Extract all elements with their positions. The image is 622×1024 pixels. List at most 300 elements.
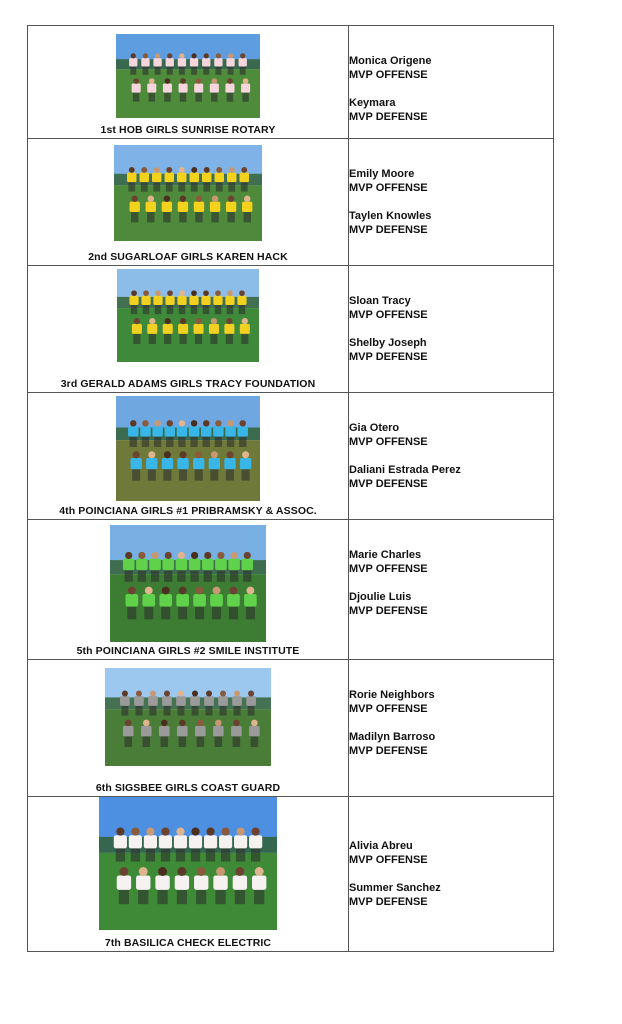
- player-head: [165, 78, 171, 84]
- player-shirt: [209, 324, 219, 334]
- player-head: [196, 587, 204, 595]
- offense-mvp-name: Monica Origene: [349, 55, 432, 67]
- offense-mvp-name: Marie Charles: [349, 549, 422, 561]
- player-head: [248, 690, 254, 696]
- player-shirt: [176, 594, 189, 607]
- defense-mvp-name: Daliani Estrada Perez: [349, 464, 461, 476]
- tree-line: [116, 59, 260, 69]
- team-cell: [28, 520, 349, 660]
- player-head: [128, 587, 136, 595]
- player-head: [136, 690, 142, 696]
- player-head: [243, 78, 249, 84]
- player-shirt: [117, 875, 131, 889]
- player-shirt: [166, 58, 174, 66]
- team-cell: [28, 26, 349, 139]
- defense-mvp-name: Taylen Knowles: [349, 210, 432, 222]
- player-shirt: [194, 84, 203, 93]
- player-head: [178, 690, 184, 696]
- player-shirt: [241, 84, 250, 93]
- defense-mvp-label: MVP DEFENSE: [349, 224, 428, 236]
- player-head: [149, 318, 155, 324]
- player-shirt: [175, 875, 189, 889]
- player-head: [204, 167, 210, 173]
- player-head: [211, 451, 218, 458]
- player-shirt: [225, 296, 234, 305]
- player-head: [151, 552, 158, 559]
- player-head: [130, 420, 136, 426]
- player-head: [206, 827, 214, 835]
- player-shirt: [132, 84, 141, 93]
- photo-scene: [114, 145, 262, 241]
- player-shirt: [228, 559, 240, 571]
- player-shirt: [146, 458, 157, 469]
- team-photo: [117, 269, 259, 362]
- player-head: [176, 827, 184, 835]
- player-head: [196, 78, 202, 84]
- player-head: [228, 196, 234, 202]
- mvp-cell: [349, 139, 554, 266]
- player-shirt: [194, 875, 208, 889]
- player-head: [234, 690, 240, 696]
- player-head: [220, 690, 226, 696]
- player-shirt: [193, 594, 206, 607]
- player-shirt: [147, 324, 157, 334]
- player-shirt: [130, 202, 140, 212]
- defense-mvp-name: Summer Sanchez: [349, 882, 441, 894]
- player-shirt: [218, 696, 228, 706]
- player-shirt: [189, 835, 202, 848]
- player-head: [212, 196, 218, 202]
- player-head: [255, 867, 264, 876]
- player-head: [244, 552, 251, 559]
- player-head: [241, 167, 247, 173]
- player-shirt: [209, 458, 220, 469]
- player-head: [242, 318, 248, 324]
- player-head: [246, 587, 254, 595]
- player-head: [216, 167, 222, 173]
- player-shirt: [189, 296, 198, 305]
- table-row: [28, 26, 554, 139]
- player-head: [191, 552, 198, 559]
- player-shirt: [153, 58, 161, 66]
- player-head: [150, 690, 156, 696]
- player-shirt: [149, 559, 161, 571]
- player-shirt: [132, 324, 142, 334]
- player-head: [180, 196, 186, 202]
- team-title: 1st HOB GIRLS SUNRISE ROTARY: [100, 124, 276, 136]
- player-shirt: [224, 458, 235, 469]
- mvp-cell: [349, 26, 554, 139]
- player-head: [215, 420, 221, 426]
- offense-mvp-name: Rorie Neighbors: [349, 689, 435, 701]
- player-head: [242, 451, 249, 458]
- player-head: [180, 318, 186, 324]
- team-photo: [116, 396, 260, 501]
- player-head: [165, 318, 171, 324]
- player-shirt: [246, 696, 256, 706]
- player-shirt: [179, 84, 188, 93]
- player-head: [226, 451, 233, 458]
- player-shirt: [148, 696, 158, 706]
- tree-line: [105, 697, 271, 709]
- player-shirt: [225, 426, 235, 436]
- player-shirt: [174, 835, 187, 848]
- mvp-cell: [349, 660, 554, 797]
- player-shirt: [140, 426, 150, 436]
- player-head: [228, 53, 233, 58]
- player-head: [179, 290, 185, 296]
- player-head: [158, 867, 167, 876]
- photo-scene: [117, 269, 259, 362]
- player-shirt: [226, 58, 234, 66]
- player-shirt: [165, 296, 174, 305]
- player-head: [217, 552, 224, 559]
- player-shirt: [128, 426, 138, 436]
- player-shirt: [159, 835, 172, 848]
- player-head: [251, 720, 258, 727]
- player-shirt: [201, 426, 211, 436]
- player-shirt: [127, 173, 137, 183]
- player-shirt: [202, 173, 212, 183]
- mvp-cell: [349, 266, 554, 393]
- player-shirt: [178, 58, 186, 66]
- player-shirt: [227, 173, 237, 183]
- player-shirt: [142, 594, 155, 607]
- photo-scene: [116, 396, 260, 501]
- player-shirt: [231, 726, 242, 737]
- table-row: [28, 139, 554, 266]
- player-head: [161, 827, 169, 835]
- photo-scene: [105, 668, 271, 766]
- player-head: [215, 720, 222, 727]
- player-shirt: [177, 458, 188, 469]
- player-head: [191, 420, 197, 426]
- defense-mvp-label: MVP DEFENSE: [349, 896, 428, 908]
- defense-mvp-label: MVP DEFENSE: [349, 605, 428, 617]
- player-shirt: [141, 726, 152, 737]
- defense-mvp-name: Shelby Joseph: [349, 337, 427, 349]
- player-head: [203, 290, 209, 296]
- player-head: [244, 196, 250, 202]
- offense-mvp-name: Gia Otero: [349, 422, 400, 434]
- player-shirt: [140, 173, 150, 183]
- player-shirt: [219, 835, 232, 848]
- player-shirt: [194, 202, 204, 212]
- player-shirt: [224, 324, 234, 334]
- player-shirt: [178, 324, 188, 334]
- player-head: [227, 420, 233, 426]
- player-head: [206, 690, 212, 696]
- player-head: [139, 867, 148, 876]
- player-shirt: [234, 835, 247, 848]
- player-shirt: [176, 696, 186, 706]
- player-shirt: [213, 426, 223, 436]
- player-shirt: [123, 559, 135, 571]
- player-shirt: [202, 58, 210, 66]
- player-shirt: [162, 696, 172, 706]
- player-shirt: [178, 202, 188, 212]
- player-shirt: [193, 458, 204, 469]
- player-shirt: [177, 296, 186, 305]
- player-shirt: [210, 202, 220, 212]
- player-head: [196, 196, 202, 202]
- player-head: [138, 552, 145, 559]
- player-shirt: [232, 696, 242, 706]
- player-head: [179, 720, 186, 727]
- player-head: [195, 451, 202, 458]
- player-shirt: [177, 426, 187, 436]
- defense-mvp-name: Keymara: [349, 97, 396, 109]
- player-head: [215, 290, 221, 296]
- defense-mvp-label: MVP DEFENSE: [349, 111, 428, 123]
- offense-mvp-name: Sloan Tracy: [349, 295, 411, 307]
- player-head: [148, 451, 155, 458]
- photo-scene: [110, 525, 266, 642]
- player-head: [226, 318, 232, 324]
- player-shirt: [159, 594, 172, 607]
- player-shirt: [134, 696, 144, 706]
- player-head: [213, 587, 221, 595]
- player-head: [146, 827, 154, 835]
- player-shirt: [244, 594, 257, 607]
- player-shirt: [136, 875, 150, 889]
- standings-table: [27, 25, 554, 952]
- player-shirt: [213, 726, 224, 737]
- player-head: [178, 552, 185, 559]
- player-head: [233, 720, 240, 727]
- player-head: [227, 78, 233, 84]
- player-shirt: [141, 58, 149, 66]
- player-shirt: [162, 458, 173, 469]
- player-head: [129, 167, 135, 173]
- player-shirt: [129, 296, 138, 305]
- player-head: [143, 290, 149, 296]
- team-photo: [110, 525, 266, 642]
- team-title: 7th BASILICA CHECK ELECTRIC: [104, 937, 272, 949]
- team-photo: [114, 145, 262, 241]
- player-shirt: [152, 426, 162, 436]
- player-head: [179, 587, 187, 595]
- player-head: [131, 196, 137, 202]
- player-head: [131, 827, 139, 835]
- player-head: [192, 690, 198, 696]
- player-head: [197, 867, 206, 876]
- player-head: [154, 167, 160, 173]
- player-shirt: [214, 173, 224, 183]
- table-row: [28, 660, 554, 797]
- player-shirt: [210, 84, 219, 93]
- player-shirt: [210, 594, 223, 607]
- player-head: [164, 690, 170, 696]
- player-shirt: [226, 202, 236, 212]
- player-shirt: [130, 458, 141, 469]
- player-shirt: [165, 426, 175, 436]
- player-shirt: [120, 696, 130, 706]
- player-head: [116, 827, 124, 835]
- player-shirt: [189, 559, 201, 571]
- player-head: [141, 167, 147, 173]
- player-shirt: [162, 559, 174, 571]
- player-shirt: [162, 202, 172, 212]
- offense-mvp-label: MVP OFFENSE: [349, 182, 428, 194]
- player-shirt: [204, 696, 214, 706]
- player-head: [143, 720, 150, 727]
- player-head: [230, 587, 238, 595]
- player-head: [133, 78, 139, 84]
- player-head: [191, 167, 197, 173]
- team-cell: [28, 266, 349, 393]
- player-shirt: [201, 296, 210, 305]
- player-head: [212, 78, 218, 84]
- player-head: [149, 78, 155, 84]
- player-head: [204, 552, 211, 559]
- team-photo: [116, 34, 260, 118]
- offense-mvp-name: Emily Moore: [349, 168, 415, 180]
- player-shirt: [238, 426, 248, 436]
- player-head: [131, 53, 136, 58]
- player-shirt: [215, 559, 227, 571]
- player-shirt: [152, 173, 162, 183]
- player-head: [145, 587, 153, 595]
- player-shirt: [237, 296, 246, 305]
- offense-mvp-name: Alivia Abreu: [349, 840, 413, 852]
- player-head: [216, 867, 225, 876]
- photo-scene: [116, 34, 260, 118]
- player-head: [161, 720, 168, 727]
- player-shirt: [136, 559, 148, 571]
- player-shirt: [123, 726, 134, 737]
- player-head: [167, 53, 172, 58]
- player-shirt: [126, 594, 139, 607]
- player-head: [164, 196, 170, 202]
- player-head: [191, 290, 197, 296]
- player-head: [179, 53, 184, 58]
- player-shirt: [114, 835, 127, 848]
- player-shirt: [190, 58, 198, 66]
- player-shirt: [214, 58, 222, 66]
- player-head: [164, 451, 171, 458]
- player-head: [239, 420, 245, 426]
- mvp-cell: [349, 797, 554, 952]
- team-cell: [28, 797, 349, 952]
- player-shirt: [240, 458, 251, 469]
- player-head: [179, 167, 185, 173]
- team-title: 4th POINCIANA GIRLS #1 PRIBRAMSKY & ASSOC.: [59, 505, 317, 517]
- player-shirt: [195, 726, 206, 737]
- team-photo: [99, 797, 277, 930]
- player-shirt: [163, 324, 173, 334]
- player-shirt: [155, 875, 169, 889]
- team-cell: [28, 139, 349, 266]
- player-head: [237, 827, 245, 835]
- team-cell: [28, 393, 349, 520]
- player-head: [235, 867, 244, 876]
- mvp-cell: [349, 393, 554, 520]
- team-photo: [105, 668, 271, 766]
- player-head: [197, 720, 204, 727]
- photo-scene: [99, 797, 277, 930]
- player-head: [162, 587, 170, 595]
- defense-mvp-name: Madilyn Barroso: [349, 731, 436, 743]
- player-head: [155, 53, 160, 58]
- player-shirt: [204, 835, 217, 848]
- player-shirt: [189, 173, 199, 183]
- table-row: [28, 266, 554, 393]
- player-shirt: [252, 875, 266, 889]
- player-shirt: [165, 173, 175, 183]
- player-head: [133, 451, 140, 458]
- team-title: 2nd SUGARLOAF GIRLS KAREN HACK: [88, 251, 288, 263]
- player-shirt: [225, 84, 234, 93]
- player-shirt: [241, 559, 253, 571]
- player-head: [203, 420, 209, 426]
- player-head: [125, 552, 132, 559]
- player-shirt: [213, 875, 227, 889]
- player-head: [195, 318, 201, 324]
- player-shirt: [144, 835, 157, 848]
- player-shirt: [239, 173, 249, 183]
- player-shirt: [189, 426, 199, 436]
- player-shirt: [163, 84, 172, 93]
- player-head: [179, 420, 185, 426]
- player-head: [167, 420, 173, 426]
- player-head: [227, 290, 233, 296]
- player-shirt: [213, 296, 222, 305]
- player-head: [240, 53, 245, 58]
- player-head: [221, 827, 229, 835]
- player-head: [165, 552, 172, 559]
- player-head: [177, 867, 186, 876]
- player-shirt: [159, 726, 170, 737]
- player-shirt: [233, 875, 247, 889]
- offense-mvp-label: MVP OFFENSE: [349, 436, 428, 448]
- player-shirt: [129, 835, 142, 848]
- offense-mvp-label: MVP OFFENSE: [349, 69, 428, 81]
- player-head: [134, 318, 140, 324]
- team-cell: [28, 660, 349, 797]
- player-head: [154, 420, 160, 426]
- player-head: [252, 827, 260, 835]
- player-shirt: [129, 58, 137, 66]
- player-head: [125, 720, 132, 727]
- team-title: 3rd GERALD ADAMS GIRLS TRACY FOUNDATION: [60, 378, 316, 390]
- player-head: [167, 290, 173, 296]
- defense-mvp-label: MVP DEFENSE: [349, 351, 428, 363]
- player-shirt: [227, 594, 240, 607]
- team-title: 6th SIGSBEE GIRLS COAST GUARD: [95, 782, 281, 794]
- player-head: [131, 290, 137, 296]
- player-shirt: [177, 726, 188, 737]
- player-head: [119, 867, 128, 876]
- player-head: [143, 53, 148, 58]
- player-shirt: [249, 835, 262, 848]
- player-shirt: [194, 324, 204, 334]
- player-head: [155, 290, 161, 296]
- player-shirt: [146, 202, 156, 212]
- player-head: [239, 290, 245, 296]
- offense-mvp-label: MVP OFFENSE: [349, 309, 428, 321]
- player-shirt: [153, 296, 162, 305]
- offense-mvp-label: MVP OFFENSE: [349, 703, 428, 715]
- player-shirt: [242, 202, 252, 212]
- offense-mvp-label: MVP OFFENSE: [349, 563, 428, 575]
- player-shirt: [202, 559, 214, 571]
- player-head: [180, 451, 187, 458]
- player-head: [211, 318, 217, 324]
- player-shirt: [249, 726, 260, 737]
- offense-mvp-label: MVP OFFENSE: [349, 854, 428, 866]
- player-head: [180, 78, 186, 84]
